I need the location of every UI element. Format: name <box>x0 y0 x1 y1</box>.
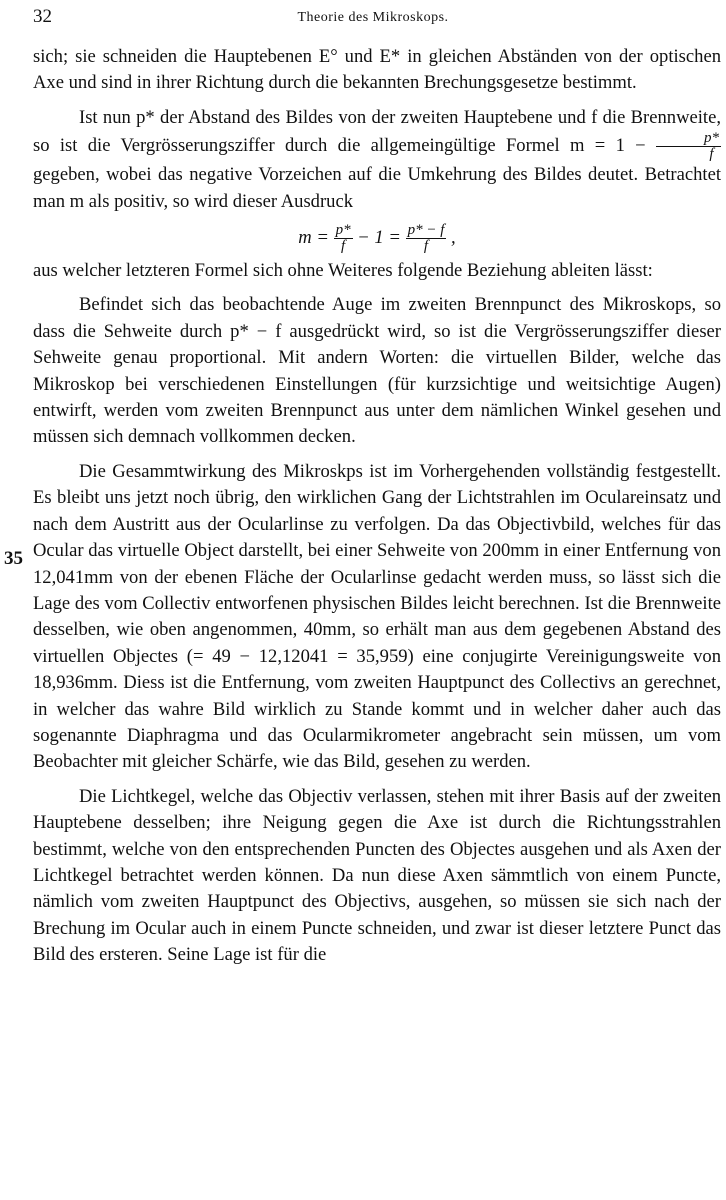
formula-middle: − 1 = <box>357 226 401 248</box>
paragraph-1: sich; sie schneiden die Hauptebenen E° und E* in gleichen Abständen von der optischen Axe und sind in ihrer Richtung durch die bekannten Brechungsgesetze bestimmt. <box>33 46 721 94</box>
formula-fraction-2 <box>406 223 447 254</box>
paragraph-2 <box>33 105 721 215</box>
formula-fraction-2-denominator: f <box>423 238 429 255</box>
paragraph-2-part-b: gegeben, wobei das negative Vorzeichen auf die Umkehrung des Bildes deutet. Betrachtet man m als positiv, so wird dieser Ausdruck <box>33 164 721 212</box>
paragraph-6: Die Lichtkegel, welche das Objectiv verlassen, stehen mit ihrer Basis auf der zweiten Hauptebene desselben; ihre Neigung gegen die Axe ist durch die Richtungsstrahlen bestimmt, welche von den entsprechenden Puncten des Objectes ausgehen und als Axen der Lichtkegel betrachtet werden können. Da nun diese Axen sämmtlich von einem Puncte, nämlich vom zweiten Hauptpunct des Objectivs, ausgehen, so müssen sie sich nach der Brechung im Ocular auch in einem Puncte schneiden, und zwar ist dieser letztere Punct das Bild des ersteren. Seine Lage ist für die <box>33 785 721 966</box>
formula-left: m = <box>298 226 329 248</box>
page-header <box>0 4 726 32</box>
body-text <box>33 44 721 977</box>
display-formula <box>33 223 721 254</box>
formula-fraction-1-denominator: f <box>340 238 346 255</box>
inline-fraction <box>656 131 721 162</box>
paragraph-5: Die Gesammtwirkung des Mikroskps ist im Vorhergehenden vollständig festgestellt. Es bleibt uns jetzt noch übrig, den wirklichen Gang der Lichtstrahlen im Oculareinsatz und nach dem Austritt aus der Ocularlinse zu verfolgen. Da das Objectivbild, welches für das Ocular das virtuelle Object darstellt, bei einer Sehweite von 200mm in einer Entfernung von 12,041mm von der ebenen Fläche der Ocularlinse gedacht werden muss, so lässt sich die Lage des vom Collectiv entworfenen physischen Bildes leicht berechnen. Ist die Brennweite desselben, wie oben angenommen, 40mm, so erhält man aus dem gegebenen Abstand des virtuellen Objectes (= 49 − 12,12041 = 35,959) eine conjugirte Vereinigungsweite von 18,936mm. Diess ist die Entfernung, vom zweiten Hauptpunct des Collectivs an gerechnet, in welcher das wahre Bild wirklich zu Stande kommt und in welcher daher auch das sogenannte Diaphragma und das Ocularmikrometer angebracht sein müssen, um vom Beobachter mit gleicher Schärfe, wie das Bild, gesehen zu werden. <box>33 460 721 773</box>
formula-fraction-1 <box>334 223 353 254</box>
paragraph-2-part-a: Ist nun p* der Abstand des Bildes von der zweiten Hauptebene und f die Brennweite, so ist die Vergrösserungsziffer durch die allgemeingültige Formel m = 1 − <box>33 106 721 156</box>
formula-fraction-1-numerator: p* <box>335 222 351 239</box>
margin-section-number: 35 <box>4 548 23 569</box>
running-head: Theorie des Mikroskops. <box>297 10 449 25</box>
page-number: 32 <box>33 6 52 27</box>
paragraph-4: Befindet sich das beobachtende Auge im zweiten Brennpunct des Mikroskops, so dass die Sehweite durch p* − f ausgedrückt wird, so ist die Vergrösserungsziffer dieser Sehweite genau proportional. Mit andern Worten: die virtuellen Bilder, welche das Mikroskop bei verschiedenen Einstellungen (für kurzsichtige und weitsichtige Augen) entwirft, werden vom zweiten Brennpunct aus unter dem nämlichen Winkel gesehen und müssen sich demnach vollkommen decken. <box>33 294 721 448</box>
paragraph-3: aus welcher letzteren Formel sich ohne Weiteres folgende Beziehung ableiten lässt: <box>33 260 653 282</box>
fraction-numerator: p* <box>656 131 721 147</box>
formula-fraction-2-numerator: p* − f <box>407 222 445 239</box>
formula-end: , <box>451 226 456 248</box>
fraction-denominator: f <box>709 146 714 163</box>
